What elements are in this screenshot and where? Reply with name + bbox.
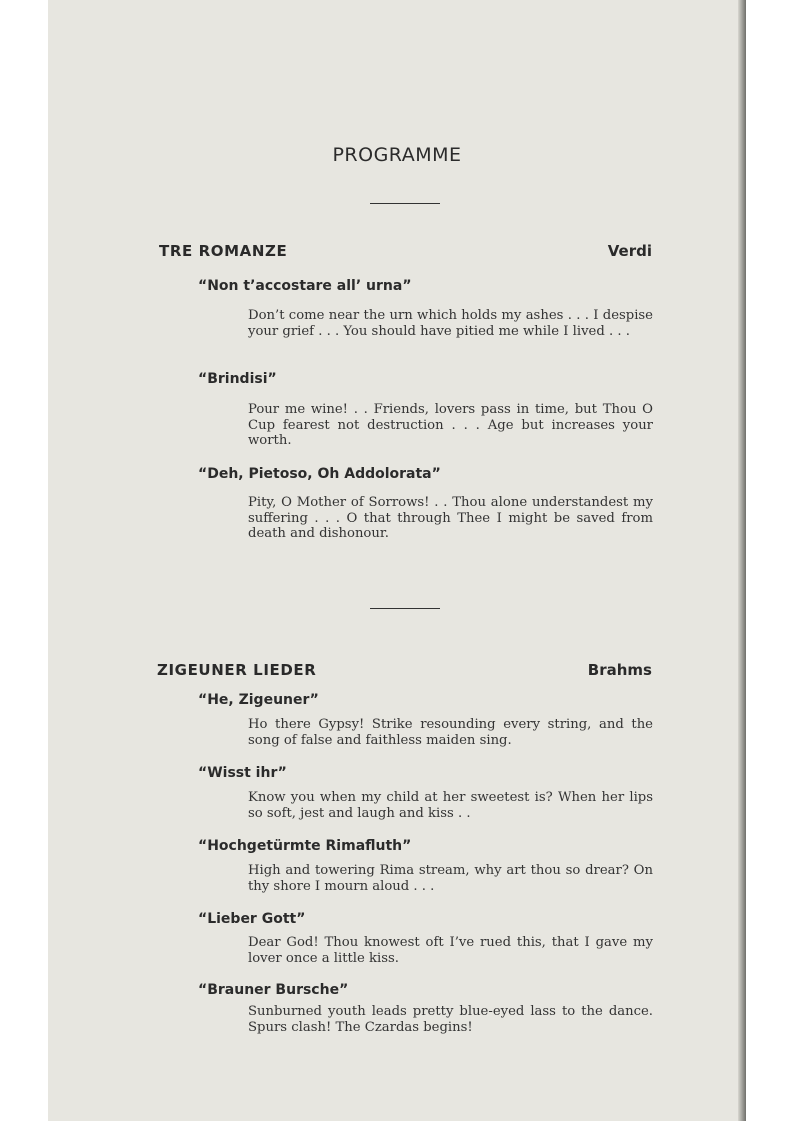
page-edge-shadow (738, 0, 746, 1121)
song-title: “Brindisi” (198, 371, 277, 387)
song-title: “Lieber Gott” (198, 911, 306, 927)
song-translation: Dear God! Thou knowest oft I’ve rued this, that I gave my lover once a little kiss. (248, 935, 653, 966)
composer-verdi: Verdi (607, 242, 652, 260)
song-translation: Know you when my child at her sweetest is? When her lips so soft, jest and laugh and kiss . . (248, 790, 653, 821)
composer-brahms: Brahms (587, 661, 652, 679)
song-title: “He, Zigeuner” (198, 692, 319, 708)
song-translation: Pour me wine! . . Friends, lovers pass in time, but Thou O Cup fearest not destruction . . . Age but increases your worth. (248, 402, 653, 448)
song-translation: Ho there Gypsy! Strike resounding every string, and the song of false and faithless maiden sing. (248, 717, 653, 748)
song-translation: High and towering Rima stream, why art thou so drear? On thy shore I mourn aloud . . . (248, 863, 653, 894)
page-title: PROGRAMME (332, 144, 462, 166)
section-title-tre-romanze: TRE ROMANZE (159, 242, 288, 260)
song-title: “Deh, Pietoso, Oh Addolorata” (198, 466, 441, 482)
section-title-zigeuner-lieder: ZIGEUNER LIEDER (157, 661, 317, 679)
song-title: “Brauner Bursche” (198, 982, 349, 998)
song-title: “Non t’accostare all’ urna” (198, 278, 412, 294)
song-title: “Wisst ihr” (198, 765, 287, 781)
song-translation: Don’t come near the urn which holds my ashes . . . I despise your grief . . . You should have pitied me while I lived . . . (248, 308, 653, 339)
title-divider (370, 203, 440, 204)
section-divider (370, 608, 440, 609)
song-translation: Sunburned youth leads pretty blue-eyed lass to the dance. Spurs clash! The Czardas begins! (248, 1004, 653, 1035)
song-title: “Hochgetürmte Rimafluth” (198, 838, 412, 854)
song-translation: Pity, O Mother of Sorrows! . . Thou alone understandest my suffering . . . O that through Thee I might be saved from death and dishonour. (248, 495, 653, 541)
